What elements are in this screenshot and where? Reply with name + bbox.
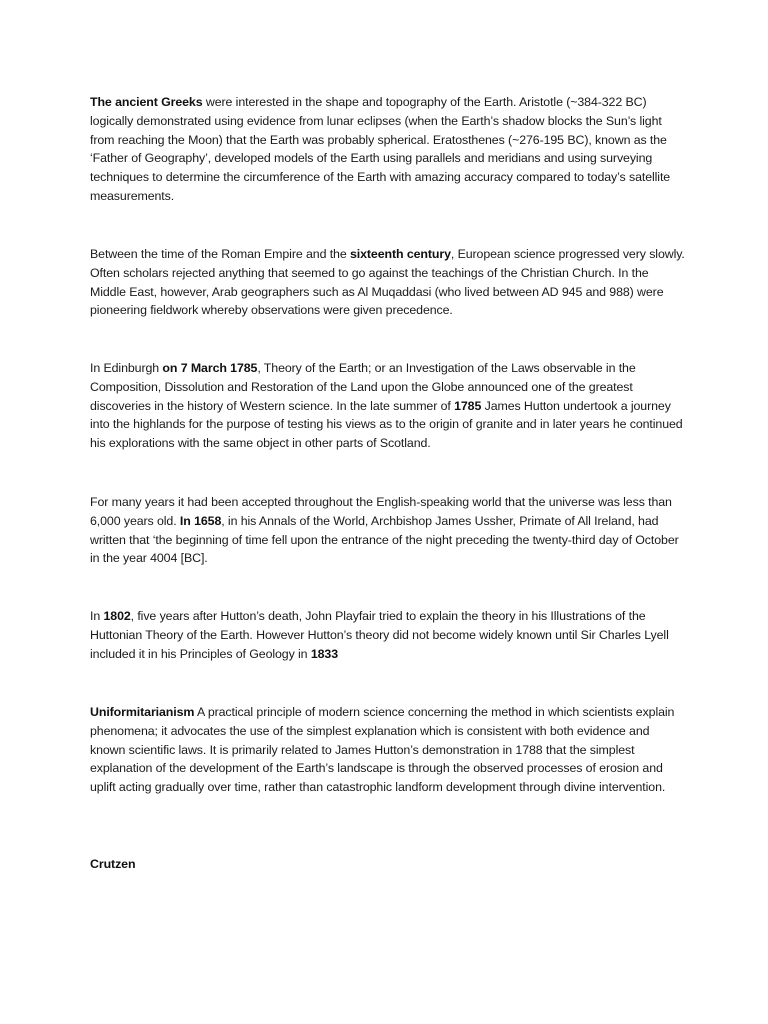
body-text: , European science progressed very slowly. Often scholars rejected anything that seemed to go against the teachings of the Christian Church. In the Middle East, however, Arab geographers such as Al Muqaddasi (who lived between AD 945 and 988) were pioneering fieldwork whereby observations were given precedence. [90,247,685,318]
heading-crutzen [90,855,686,874]
bold-text: sixteenth century [349,247,451,261]
bold-text: on 7 March 1785 [162,361,258,375]
bold-text: Uniformitarianism [90,705,195,719]
body-text: Between the time of the Roman Empire and the [90,247,350,261]
paragraph-uniformitarianism [90,703,686,797]
body-text: , Theory of the Earth; or an Investigation of the Laws observable in the Composition, Dissolution and Restoration of the Land upon the Globe announced one of the greatest discoveries in the history of Western science. In the late summer of [90,361,636,413]
paragraph-ancient-greeks [90,93,686,206]
body-text: , in his Annals of the World, Archbishop James Ussher, Primate of All Ireland, had written that ‘the beginning of time fell upon the entrance of the night preceding the twenty-third day of October in the year 4004 [BC]. [90,513,679,566]
bold-text: Crutzen [90,857,136,871]
paragraph-ussher [90,493,686,568]
bold-text: 1833 [310,646,338,661]
bold-text: 1802 [103,609,131,623]
bold-text: The ancient Greeks [90,95,203,109]
body-text: , five years after Hutton’s death, John Playfair tried to explain the theory in his Illustrations of the Huttonian Theory of the Earth. However Hutton’s theory did not become widely known until Sir Charles Lyell included it in his Principles of Geology in [90,609,669,661]
body-text: were interested in the shape and topography of the Earth. Aristotle (~384-322 BC) logically demonstrated using evidence from lunar eclipses (when the Earth’s shadow blocks the Sun’s light from reaching the Moon) that the Earth was probably spherical. Eratosthenes (~276-195 BC), known as the ‘Father of Geography’, developed models of the Earth using parallels and meridians and using surveying techniques to determine the circumference of the Earth with amazing accuracy compared to today’s satellite measurements. [90,95,671,203]
body-text: In Edinburgh [90,361,163,375]
body-text: For many years it had been accepted throughout the English-speaking world that the universe was less than 6,000 years old. [90,495,672,528]
body-text: James Hutton undertook a journey into the highlands for the purpose of testing his views as to the origin of granite and in later years he continued his explorations with the same object in other parts of Scotland. [90,398,683,451]
bold-text: 1785 [454,398,482,413]
body-text: A practical principle of modern science concerning the method in which scientists explain phenomena; it advocates the use of the simplest explanation which is consistent with both evidence and known scientific laws. It is primarily related to James Hutton’s demonstration in 1788 that the simplest explanation of the development of the Earth’s landscape is through the observed processes of erosion and uplift acting gradually over time, rather than catastrophic landform development through divine intervention. [90,705,675,795]
paragraph-playfair [90,607,686,663]
paragraph-roman-empire [90,245,686,320]
body-text: In [90,609,104,623]
bold-text: In 1658 [179,513,222,528]
paragraph-edinburgh [90,359,686,453]
